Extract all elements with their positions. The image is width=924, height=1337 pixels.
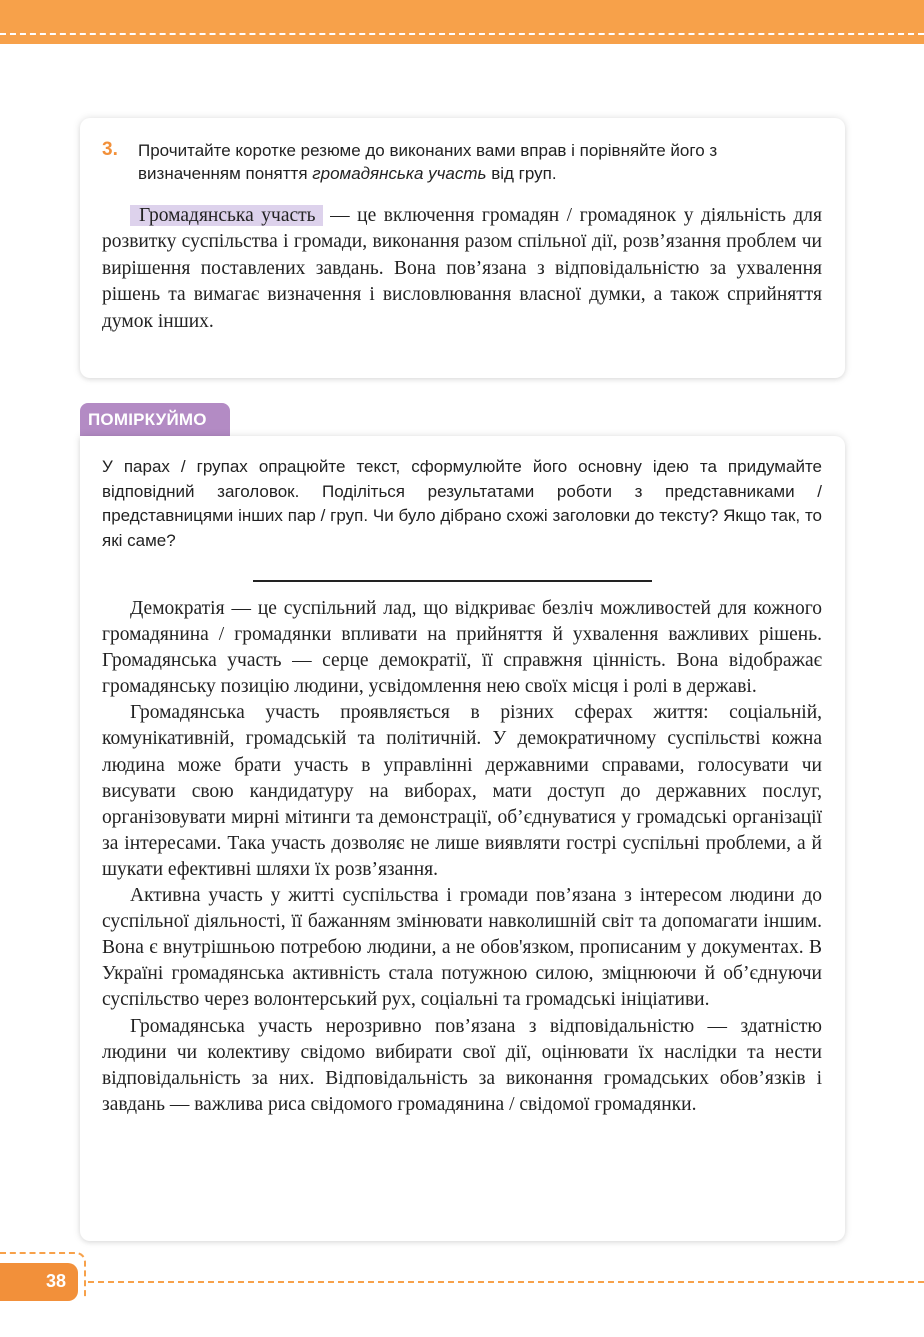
definition-body: — це включення громадян / громадянок у діяльність для розвитку суспільства і громади, виконання разом спільної дії, розв’язання проблем чи вирішення поставлених завдань. Вона пов’язана з відповідальністю за ухвалення рішень та вимагає визначення і висловлювання власної думки, а також сприйняття думок інших.: [102, 205, 822, 332]
task-text-italic: громадянська участь: [312, 164, 487, 183]
article-paragraph: Громадянська участь нерозривно пов’язана з відповідальністю — здатністю людини чи колективу свідомо вибирати свої дії, оцінювати їх наслідки та нести відповідальність за них. Відповідальність за виконання громадських обов’язків і завдань — важлива риса свідомого громадянина / свідомої громадянки.: [102, 1015, 822, 1115]
section-tab-label: ПОМІРКУЙМО: [88, 410, 207, 429]
top-dashed-line: [0, 33, 924, 35]
title-blank-line: [253, 580, 652, 582]
task: [102, 139, 822, 185]
instruction-text: У парах / групах опрацюйте текст, сформулюйте його основну ідею та придумайте відповідний заголовок. Поділіться результатами роботи з представниками / представницями інших пар / груп. Чи було дібрано схожі заголовки до тексту? Якщо так, то які саме?: [102, 457, 822, 550]
bottom-dashed-line: [88, 1281, 924, 1283]
page-number: 38: [45, 1271, 66, 1291]
section-tab: [80, 403, 230, 437]
top-header-band: [0, 0, 924, 44]
task-text-after: від груп.: [486, 164, 557, 183]
article-paragraph: Активна участь у житті суспільства і громади пов’язана з інтересом людини до суспільної діяльності, її бажанням змінювати навколишній світ та допомагати іншим. Вона є внутрішньою потребою людини, а не обов'язком, прописаним у документах. В Україні громадянська активність стала потужною силою, зміцнюючи й об’єднуючи суспільство через волонтерський рух, соціальні та громадські ініціативи.: [102, 885, 822, 1011]
definition-term: Громадянська участь: [130, 205, 323, 226]
task-text: [138, 139, 822, 185]
task-card: [80, 118, 845, 378]
reading-card: [80, 436, 845, 1241]
article-paragraph: Демократія — це суспільний лад, що відкриває безліч можливостей для кожного громадянина / громадянки впливати на прийняття й ухвалення важливих рішень. Громадянська участь — серце демократії, її справжня цінність. Вона відображає громадянську позицію людини, усвідомлення нею своїх місця і ролі в державі.: [102, 598, 822, 698]
task-text-before: Прочитайте коротке резюме до виконаних вами вправ і порівняйте його з визначенням поняття: [138, 141, 718, 183]
article-paragraph: Громадянська участь проявляється в різних сферах життя: соціальній, комунікативній, громадській та політичній. У демократичному суспільстві кожна людина може брати участь в управлінні державними справами, голосувати чи висувати свою кандидатуру на виборах, мати доступ до державних послуг, організовувати мирні мітинги та демонстрації, об’єднуватися у громадські організації за інтересами. Така участь дозволяє не лише виявляти гострі суспільні проблеми, а й шукати ефективні шляхи їх розв’язання.: [102, 702, 822, 880]
definition-paragraph: [102, 203, 822, 335]
page-number-tab: [0, 1263, 78, 1301]
task-number: 3.: [102, 139, 118, 160]
article-text: [102, 596, 822, 1118]
